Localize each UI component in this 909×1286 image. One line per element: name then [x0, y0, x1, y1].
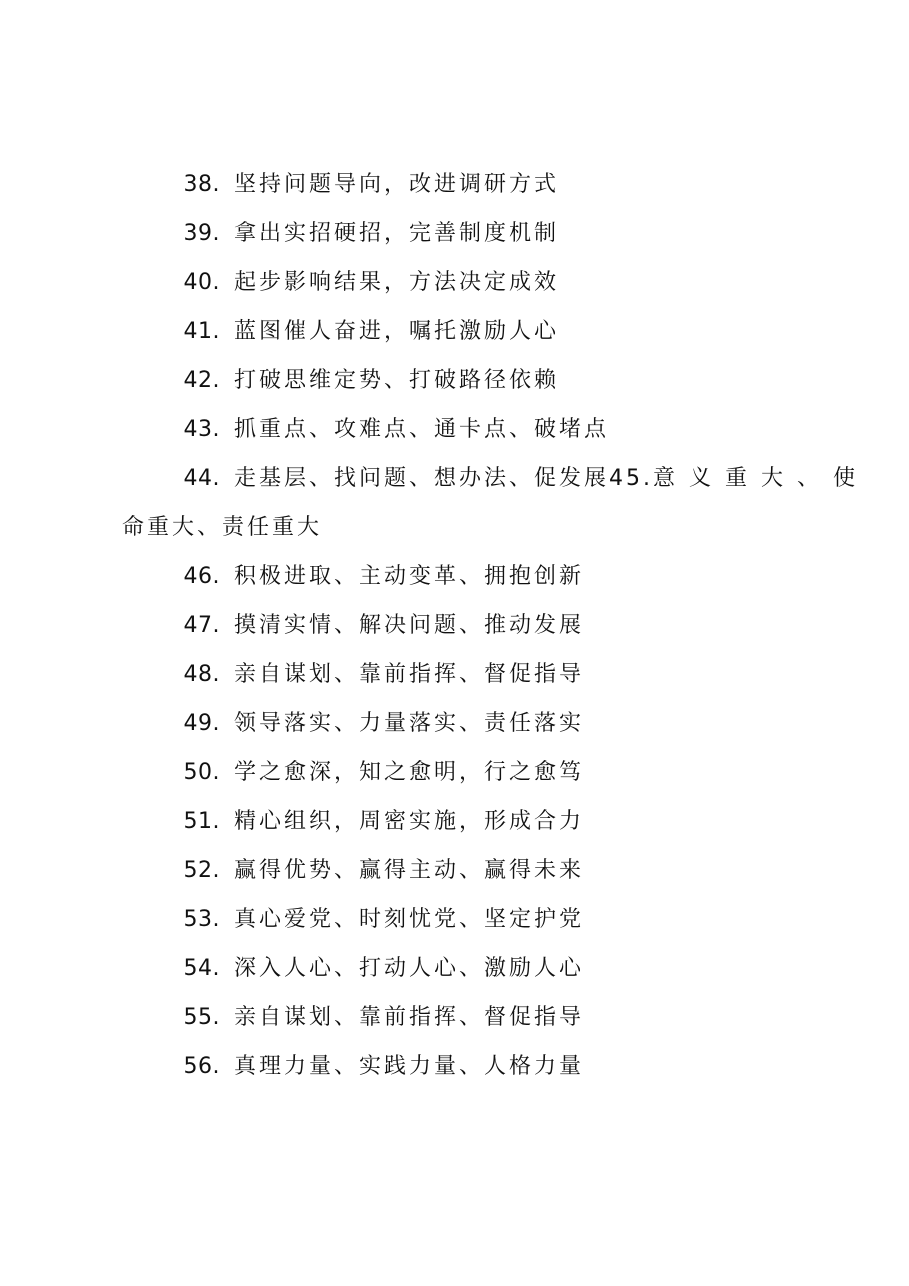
list-item [122, 160, 822, 209]
item-number: 40. [183, 270, 220, 295]
item-text: 亲自谋划、靠前指挥、督促指导 [234, 662, 585, 687]
item-number: 56. [183, 1054, 220, 1079]
item-number: 47. [183, 613, 220, 638]
item-number: 49. [183, 711, 220, 736]
item-text: 坚持问题导向，改进调研方式 [234, 172, 560, 197]
item-text: 抓重点、攻难点、通卡点、破堵点 [234, 417, 610, 442]
list-item [122, 748, 822, 797]
item-text: 走基层、找问题、想办法、促发展 [234, 466, 610, 491]
item-text: 摸清实情、解决问题、推动发展 [234, 613, 585, 638]
item-number: 44. [183, 466, 220, 491]
item-number: 48. [183, 662, 220, 687]
list-item [122, 356, 822, 405]
item-text: 精心组织，周密实施，形成合力 [234, 809, 585, 834]
item-text: 真心爱党、时刻忧党、坚定护党 [234, 907, 585, 932]
item-number: 46. [183, 564, 220, 589]
item-number: 42. [183, 368, 220, 393]
item-text: 蓝图催人奋进，嘱托激励人心 [234, 319, 560, 344]
item-text: 学之愈深，知之愈明，行之愈笃 [234, 760, 585, 785]
wrapped-first-line [122, 454, 870, 503]
list-item-wrapped [122, 454, 870, 552]
list-item [122, 846, 822, 895]
item-number: 52. [183, 858, 220, 883]
item-number: 51. [183, 809, 220, 834]
item-number: 41. [183, 319, 220, 344]
item-text: 赢得优势、赢得主动、赢得未来 [234, 858, 585, 883]
list-item [122, 307, 822, 356]
item-number: 53. [183, 907, 220, 932]
item-number: 39. [183, 221, 220, 246]
item-text-inline: 意义重大、使 [653, 466, 870, 491]
item-text: 起步影响结果，方法决定成效 [234, 270, 560, 295]
list-item [122, 1042, 822, 1091]
list-item [122, 895, 822, 944]
item-number: 43. [183, 417, 220, 442]
wrapped-second-line: 命重大、责任重大 [122, 515, 323, 540]
list-item [122, 552, 822, 601]
list-item [122, 601, 822, 650]
list-item [122, 405, 822, 454]
item-number: 38. [183, 172, 220, 197]
item-number: 54. [183, 956, 220, 981]
item-text: 积极进取、主动变革、拥抱创新 [234, 564, 585, 589]
list-item [122, 699, 822, 748]
list-item [122, 944, 822, 993]
item-text: 打破思维定势、打破路径依赖 [234, 368, 560, 393]
item-text: 亲自谋划、靠前指挥、督促指导 [234, 1005, 585, 1030]
item-text: 领导落实、力量落实、责任落实 [234, 711, 585, 736]
item-number: 55. [183, 1005, 220, 1030]
item-number-inline: 45. [609, 466, 654, 491]
list-item [122, 258, 822, 307]
phrase-list [122, 160, 870, 1091]
list-item [122, 797, 822, 846]
list-item [122, 993, 822, 1042]
item-number: 50. [183, 760, 220, 785]
list-item [122, 650, 822, 699]
list-item [122, 209, 822, 258]
item-text: 真理力量、实践力量、人格力量 [234, 1054, 585, 1079]
item-text: 深入人心、打动人心、激励人心 [234, 956, 585, 981]
item-text: 拿出实招硬招，完善制度机制 [234, 221, 560, 246]
